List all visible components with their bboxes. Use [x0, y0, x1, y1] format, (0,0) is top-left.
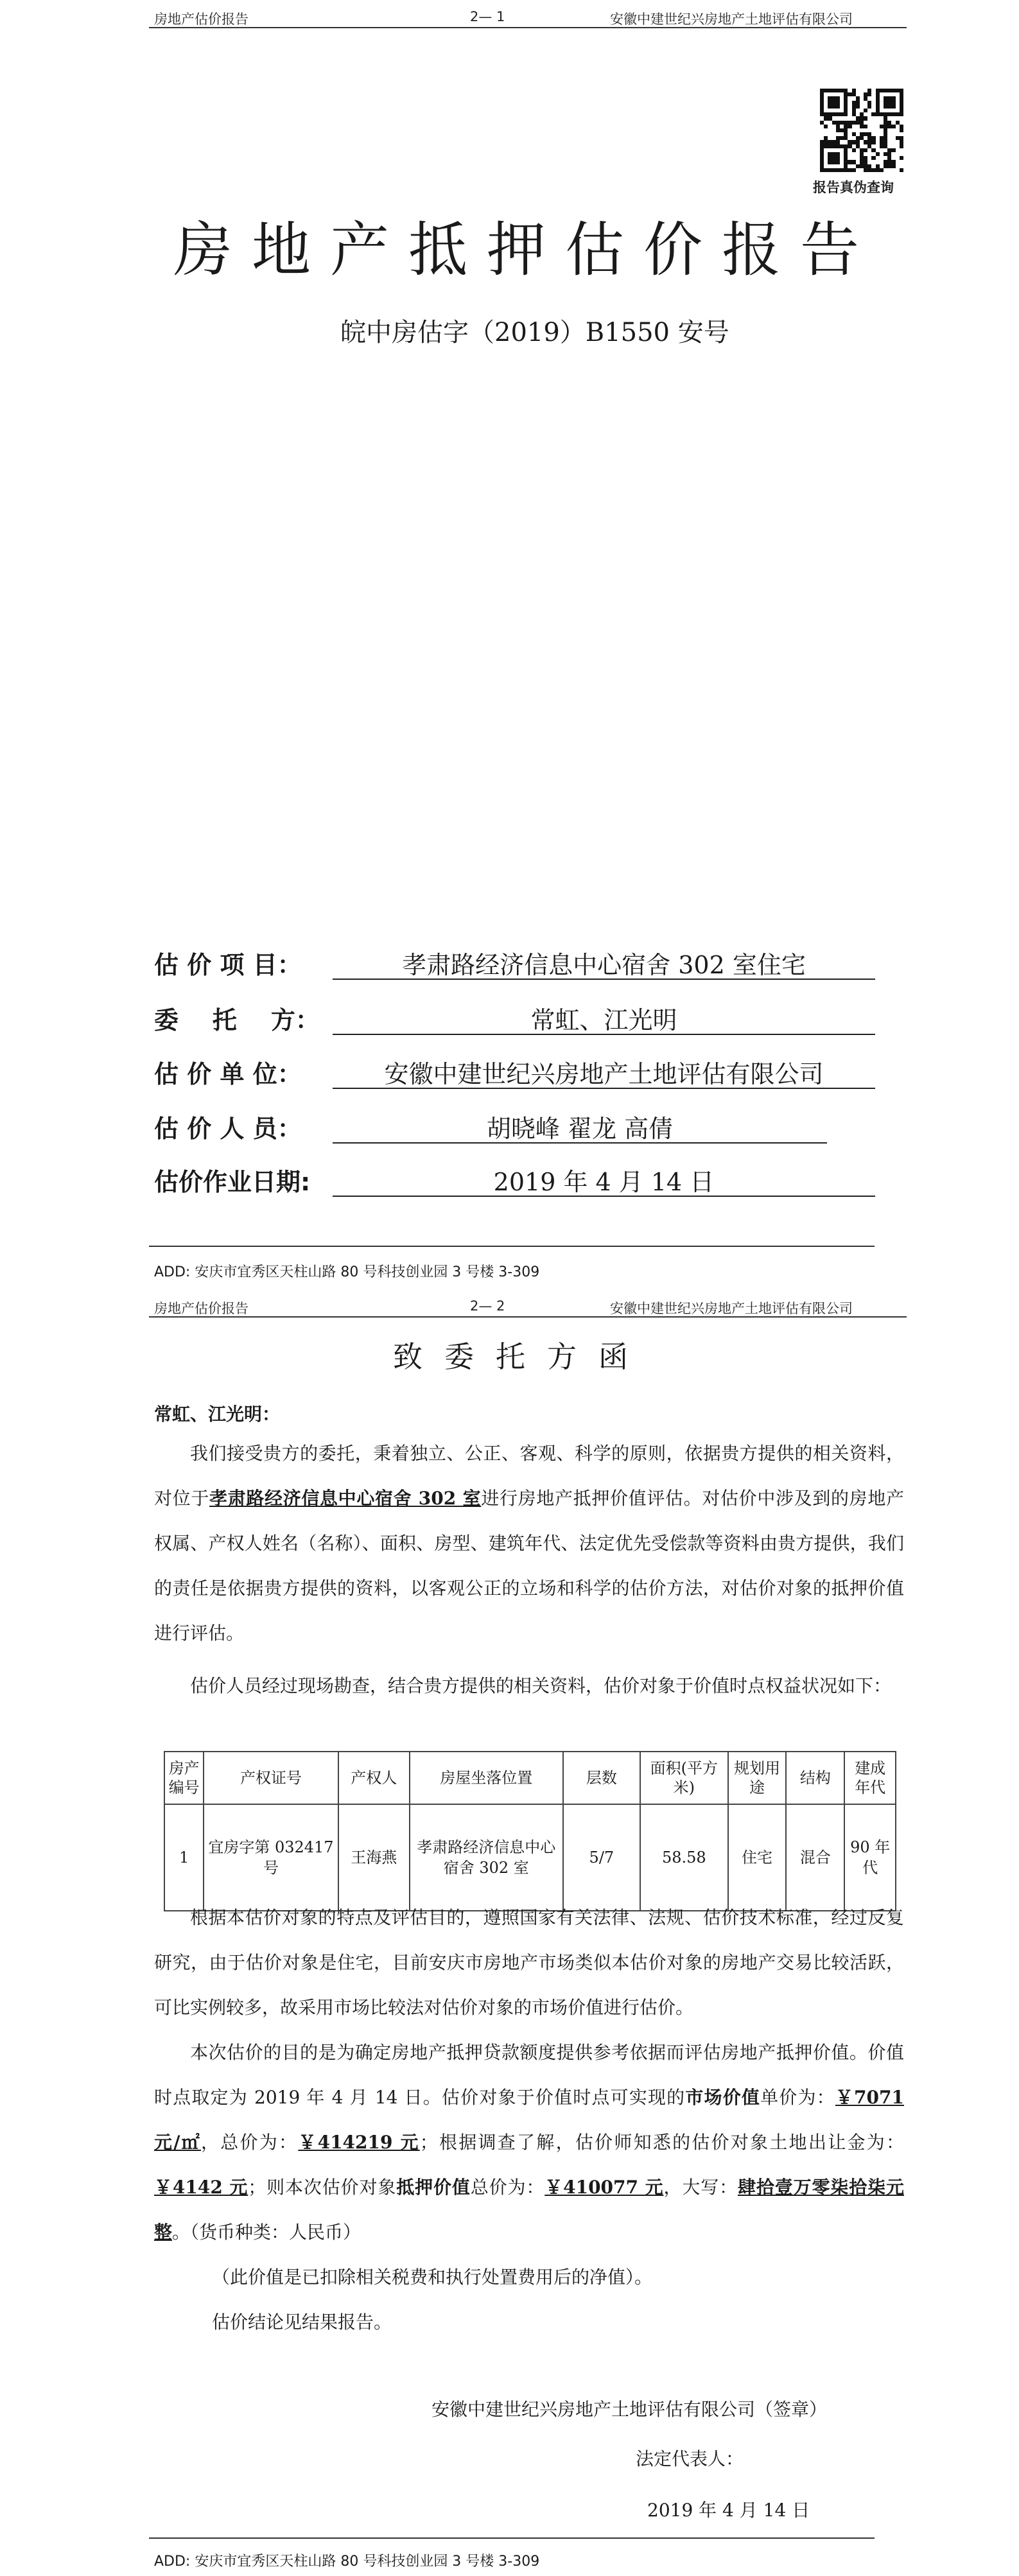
page1-header-left: 房地产估价报告 — [154, 12, 248, 27]
text: ，总价为： — [201, 2132, 299, 2153]
table-cell: 58.58 — [640, 1804, 727, 1911]
page2-footer-rule — [149, 2537, 875, 2539]
page2-header-rule — [149, 1316, 907, 1318]
paragraph-method: 根据本估价对象的特点及评估目的，遵照国家有关法律、法规、估价技术标准，经过反复研究，由于估价对象是住宅，目前安庆市房地产市场类似本估价对象的房地产交易比较活跃，可比实例较多，故采用市场比较法对估价对象的市场价值进行估价。 — [154, 1907, 904, 2018]
table-cell: 王海燕 — [338, 1804, 410, 1911]
letter-body-top — [154, 1431, 904, 1709]
text: 进行房地产抵押价值评估。对估价中涉及到的房地产权属、产权人姓名（名称）、面积、房型、建筑年代、法定优先受偿款等资料由贵方提供，我们的责任是依据贵方提供的资料，以客观公正的立场和科学的估价方法，对估价对象的抵押价值进行评估。 — [154, 1488, 904, 1644]
table-header: 面积(平方米) — [640, 1752, 727, 1804]
info-row-appraiser-org — [154, 1054, 873, 1093]
page2-header-page-number: 2— 2 — [470, 1298, 505, 1314]
table-header: 规划用途 — [728, 1752, 787, 1804]
info-label: 估价作业日期: — [154, 1168, 311, 1196]
page2-header-left: 房地产估价报告 — [154, 1301, 248, 1316]
info-label: 估 价 人 员： — [154, 1115, 302, 1143]
qr-module — [900, 168, 903, 172]
table-cell: 宜房字第 032417 号 — [204, 1804, 338, 1911]
legal-representative: 法定代表人： — [636, 2448, 744, 2469]
land-premium: ￥4142 元 — [154, 2177, 248, 2198]
info-value: 安徽中建世纪兴房地产土地评估有限公司 — [333, 1054, 875, 1089]
paragraph-valuation — [154, 2030, 904, 2255]
info-label: 估 价 项 目： — [154, 951, 302, 979]
paragraph-conclusion: 估价结论见结果报告。 — [212, 2311, 392, 2333]
mortgage-value-label: 抵押价值 — [396, 2177, 471, 2198]
table-header: 结构 — [786, 1752, 844, 1804]
table-cell: 混合 — [786, 1804, 844, 1911]
page1-header-company: 安徽中建世纪兴房地产土地评估有限公司 — [610, 12, 853, 27]
unit-price: ￥7071 元/㎡ — [154, 2087, 904, 2153]
text: 单价为： — [760, 2087, 835, 2108]
page2-address: ADD: 安庆市宜秀区天柱山路 80 号科技创业园 3 号楼 3-309 — [154, 2554, 540, 2570]
page1-header-page-number: 2— 1 — [470, 9, 505, 24]
mortgage-value-uppercase: 肆拾壹万零柒拾柒元整 — [154, 2177, 904, 2243]
table-header: 房产编号 — [164, 1752, 204, 1804]
table-header-row — [164, 1752, 896, 1804]
text: ；则本次估价对象 — [248, 2177, 397, 2198]
salutation: 常虹、江光明： — [154, 1404, 281, 1425]
table-header: 建成年代 — [844, 1752, 896, 1804]
page2-header-company: 安徽中建世纪兴房地产土地评估有限公司 — [610, 1301, 853, 1316]
company-signature: 安徽中建世纪兴房地产土地评估有限公司（签章） — [431, 2399, 828, 2420]
table-cell: 1 — [164, 1804, 204, 1911]
info-value: 2019 年 4 月 14 日 — [333, 1162, 875, 1197]
info-label: 估 价 单 位： — [154, 1060, 302, 1088]
total-price: ￥414219 元 — [298, 2132, 420, 2153]
table-cell: 5/7 — [563, 1804, 640, 1911]
mortgage-value: ￥410077 元 — [544, 2177, 664, 2198]
table-cell: 90 年代 — [844, 1804, 896, 1911]
text: 。（货币种类：人民币） — [172, 2222, 361, 2243]
table-header: 层数 — [563, 1752, 640, 1804]
market-value-label: 市场价值 — [685, 2087, 761, 2108]
info-label: 委 托 方： — [154, 1006, 320, 1034]
property-table — [164, 1751, 896, 1911]
text: 本次估价的目的是为确定房地产抵押贷款额度提供参考依据而评估房地产抵押价值。价值时点取定为 2019 年 4 月 14 日。估价对象于价值时点可实现的 — [154, 2042, 904, 2108]
info-value: 常虹、江光明 — [333, 1000, 875, 1035]
letter-title: 致委托方函 — [393, 1339, 650, 1374]
qr-code-icon[interactable] — [820, 89, 903, 172]
info-row-date — [154, 1162, 873, 1201]
signature-date: 2019 年 4 月 14 日 — [647, 2500, 810, 2521]
text: 我们接受贵方的委托，秉着独立、公正、客观、科学的原则，依据贵方提供的相关资料，对位于 — [154, 1443, 904, 1509]
page1-footer-rule — [149, 1246, 875, 1247]
paragraph-engagement — [154, 1431, 904, 1656]
page1-header-rule — [149, 27, 907, 28]
table-cell: 孝肃路经济信息中心宿舍 302 室 — [410, 1804, 563, 1911]
report-number: 皖中房估字（2019）B1550 安号 — [340, 318, 729, 347]
letter-body-bottom — [154, 1895, 904, 2345]
text: 总价为： — [470, 2177, 545, 2198]
info-value: 胡晓峰 翟龙 高倩 — [333, 1109, 827, 1144]
table-header: 产权证号 — [204, 1752, 338, 1804]
page1-address: ADD: 安庆市宜秀区天柱山路 80 号科技创业园 3 号楼 3-309 — [154, 1264, 540, 1280]
info-row-appraisers — [154, 1109, 873, 1147]
paragraph-inspection: 估价人员经过现场勘查，结合贵方提供的相关资料，估价对象于价值时点权益状况如下： — [190, 1675, 892, 1696]
text: ；根据调查了解，估价师知悉的估价对象土地出让金为： — [419, 2132, 904, 2153]
info-row-project — [154, 945, 873, 984]
info-value: 孝肃路经济信息中心宿舍 302 室住宅 — [333, 945, 875, 980]
text: ，大写： — [663, 2177, 738, 2198]
report-title: 房地产抵押估价报告 — [173, 216, 879, 284]
table-cell: 住宅 — [728, 1804, 787, 1911]
property-location: 孝肃路经济信息中心宿舍 302 室 — [209, 1488, 482, 1509]
table-header: 房屋坐落位置 — [410, 1752, 563, 1804]
info-row-client — [154, 1000, 873, 1039]
table-header: 产权人 — [338, 1752, 410, 1804]
qr-caption: 报告真伪查询 — [813, 180, 894, 195]
paragraph-net-value-note: （此价值是已扣除相关税费和执行处置费用后的净值）。 — [212, 2267, 653, 2288]
